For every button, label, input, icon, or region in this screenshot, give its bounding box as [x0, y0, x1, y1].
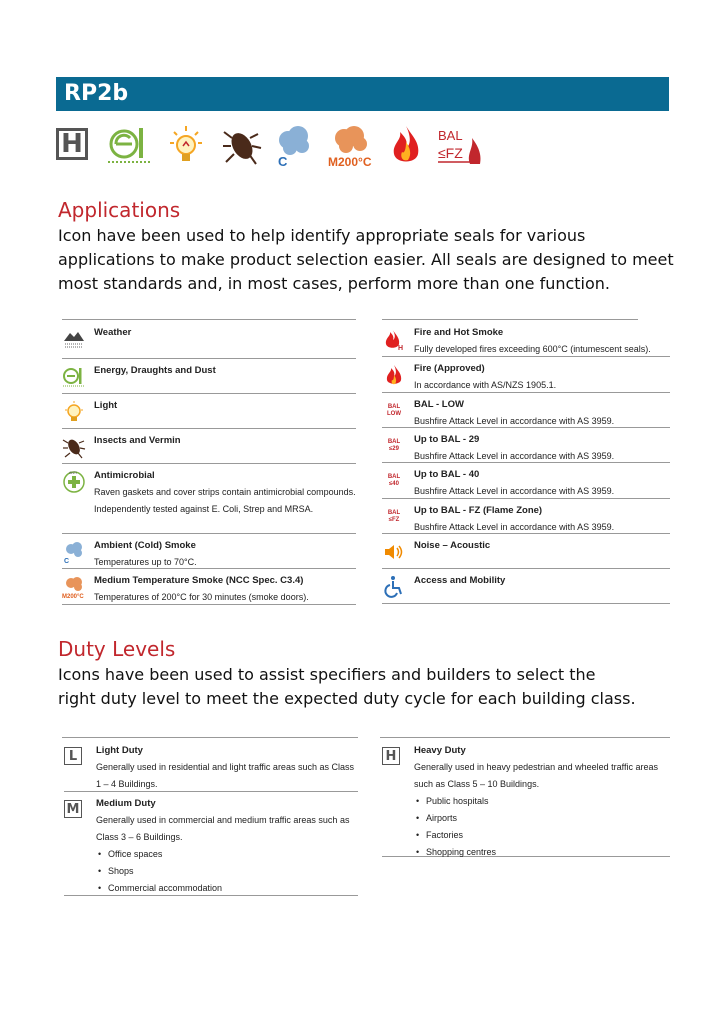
light-bulb-icon	[168, 124, 204, 168]
fire-icon	[382, 363, 406, 387]
insect-icon	[222, 124, 262, 168]
bal-low-icon: BAL LOW	[387, 404, 401, 417]
svg-text:BAL: BAL	[438, 128, 463, 143]
ambient-smoke-icon	[274, 124, 312, 168]
applications-title: Applications	[58, 198, 181, 222]
duty-right-column	[382, 739, 670, 857]
duty-levels-title: Duty Levels	[58, 637, 176, 661]
applications-right-column	[382, 321, 670, 604]
svg-text:H: H	[398, 345, 404, 351]
fire-hot-smoke-icon	[382, 327, 406, 351]
svg-text:M200°C: M200°C	[328, 155, 372, 168]
light-duty-l-icon: L	[64, 747, 82, 765]
speaker-icon	[382, 540, 406, 564]
application-row: Fire (Approved) In accordance with AS/NZS 1905.1.	[382, 357, 670, 393]
medium-duty-m-icon: M	[64, 800, 82, 818]
list-item: • Airports	[414, 810, 676, 827]
bal-40-icon: BAL ≤40	[387, 474, 401, 487]
application-row: Weather	[62, 321, 356, 359]
light-bulb-icon	[62, 400, 86, 424]
svg-text:ANTI: ANTI	[69, 471, 77, 475]
insect-icon	[62, 435, 86, 459]
energy-icon	[106, 124, 152, 168]
application-row: BAL ≤29 Up to BAL - 29 Bushfire Attack Level in accordance with AS 3959.	[382, 428, 670, 463]
list-item: • Factories	[414, 827, 676, 844]
duty-row-heavy: H Heavy Duty Generally used in heavy pedestrian and wheeled traffic areas such as Class 5 – 10 Buildings. • Public hospitals • Airports • Factories • Shopping centres	[382, 739, 670, 857]
divider	[62, 319, 356, 320]
application-row: Light	[62, 394, 356, 429]
medium-temp-smoke-icon	[62, 575, 86, 599]
application-row: Insects and Vermin	[62, 429, 356, 464]
application-row: BAL LOW BAL - LOW Bushfire Attack Level in accordance with AS 3959.	[382, 393, 670, 428]
application-row: ANTI Antimicrobial Raven gaskets and cover strips contain antimicrobial compounds. Independently tested against E. Coli, Strep and MRSA.	[62, 464, 356, 534]
medium-temp-smoke-icon	[326, 124, 378, 168]
application-row: Energy, Draughts and Dust	[62, 359, 356, 394]
list-item: • Shops	[96, 863, 358, 880]
divider	[382, 319, 638, 320]
page-title: RP2b	[64, 81, 129, 106]
application-row: BAL ≤FZ Up to BAL - FZ (Flame Zone) Bushfire Attack Level in accordance with AS 3959.	[382, 499, 670, 534]
list-item: • Shopping centres	[414, 844, 676, 861]
header-banner	[56, 77, 669, 111]
duty-left-column	[64, 739, 358, 896]
bal-fz-icon	[436, 124, 484, 168]
list-item: • Office spaces	[96, 846, 358, 863]
product-icon-strip	[56, 124, 496, 168]
application-row: M200°C Medium Temperature Smoke (NCC Spec. C3.4) Temperatures of 200°C for 30 minutes (smoke doors).	[62, 569, 356, 605]
duty-levels-intro: Icons have been used to assist specifiers and builders to select the right duty level to meet the expected duty cycle for each building class.	[58, 665, 636, 708]
wheelchair-icon	[382, 575, 406, 599]
application-row: BAL ≤40 Up to BAL - 40 Bushfire Attack Level in accordance with AS 3959.	[382, 463, 670, 499]
list-item: • Commercial accommodation	[96, 880, 358, 897]
medium-duty-list	[96, 846, 358, 897]
divider	[62, 737, 358, 738]
energy-icon	[62, 365, 86, 389]
application-row: C Ambient (Cold) Smoke Temperatures up to 70°C.	[62, 534, 356, 569]
svg-text:C: C	[64, 558, 70, 564]
application-row: Access and Mobility	[382, 569, 670, 604]
list-item: • Public hospitals	[414, 793, 676, 810]
heavy-duty-list	[414, 793, 676, 861]
bal-fz-icon: BAL ≤FZ	[387, 510, 401, 523]
duty-row-light: L Light Duty Generally used in residential and light traffic areas such as Class 1 – 4 Buildings.	[64, 739, 358, 792]
antimicrobial-icon	[62, 470, 86, 494]
heavy-duty-h-icon: H	[56, 128, 88, 160]
duty-row-medium: M Medium Duty Generally used in commercial and medium traffic areas such as Class 3 – 6 Buildings. • Office spaces • Shops • Commercial accommodation	[64, 792, 358, 896]
heavy-duty-h-icon: H	[382, 747, 400, 765]
fire-icon	[388, 124, 424, 168]
ambient-smoke-icon	[62, 540, 86, 564]
application-row: H Fire and Hot Smoke Fully developed fires exceeding 600°C (intumescent seals).	[382, 321, 670, 357]
bal-29-icon: BAL ≤29	[387, 439, 401, 452]
divider	[380, 737, 670, 738]
weather-icon	[62, 327, 86, 351]
application-row: Noise – Acoustic	[382, 534, 670, 569]
applications-intro: Icon have been used to help identify appropriate seals for various applications to make product selection easier. All seals are designed to meet most standards and, in most cases, perform more than one function.	[58, 226, 674, 293]
svg-text:≤FZ: ≤FZ	[438, 145, 463, 161]
svg-text:C: C	[278, 154, 288, 168]
applications-left-column	[62, 321, 356, 605]
svg-text:M200°C: M200°C	[62, 594, 84, 599]
